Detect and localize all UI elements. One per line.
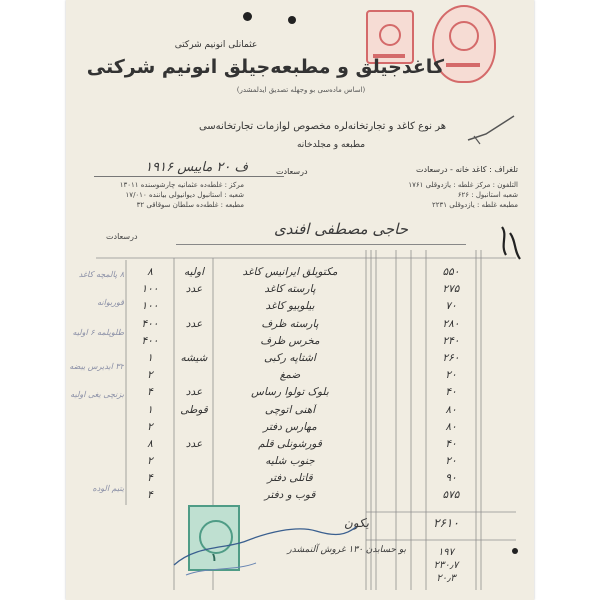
item-description: پارسته ظرف bbox=[261, 317, 319, 330]
tagline-2: مطبعه و مجلدخانه bbox=[296, 140, 366, 150]
line-item-row bbox=[66, 369, 534, 386]
telegraph-line: تلغراف : کاغد خانه - درسعادت bbox=[415, 165, 518, 174]
item-quantity: ۱۰۰ bbox=[141, 283, 159, 296]
tax-stamp-value: ۱ bbox=[210, 551, 218, 564]
line-item-row bbox=[66, 455, 534, 472]
item-unit: عدد bbox=[185, 437, 203, 450]
item-description: قورشونلی قلم bbox=[258, 437, 322, 450]
item-unit: عدد bbox=[185, 283, 203, 296]
item-quantity: ۴۰۰ bbox=[141, 334, 159, 347]
item-quantity: ۸ bbox=[147, 266, 153, 278]
item-description: آهنی اتوچی bbox=[264, 403, 316, 416]
item-description: مخرس ظرف bbox=[260, 334, 320, 347]
addressee-city: درسعادت bbox=[106, 232, 138, 241]
item-quantity: ۲ bbox=[147, 455, 153, 468]
footer-note: بو حسابدن ۱۳۰ غروش آلنمشدر bbox=[287, 545, 406, 555]
item-description: ضمغ bbox=[279, 369, 301, 382]
item-unit: اولیه bbox=[184, 266, 204, 278]
addressee-name: حاجی مصطفی افندی bbox=[273, 220, 409, 238]
item-quantity: ۱ bbox=[147, 403, 153, 416]
ink-dot bbox=[512, 548, 518, 554]
margin-note: یتیم الوده bbox=[92, 484, 124, 493]
line-item-row bbox=[66, 421, 534, 438]
invoice-paper bbox=[66, 0, 534, 600]
item-quantity: ۴۰۰ bbox=[141, 317, 159, 330]
ink-mark bbox=[496, 225, 526, 265]
item-amount: ۲۸۰ bbox=[442, 317, 460, 330]
address-line: مرکز : غلطه‌ده عثمانیه چارشوسنده ۱۳۰۱۱ bbox=[119, 181, 244, 189]
company-top-line: عثمانلی انونیم شرکتی bbox=[174, 40, 258, 50]
item-quantity: ۱۰۰ bbox=[141, 300, 159, 313]
item-amount: ۸۰ bbox=[445, 403, 457, 416]
phone-line: مطبعه غلطه : یازدوقلی ۲۲۳۱ bbox=[432, 201, 518, 209]
line-item-row bbox=[66, 352, 534, 369]
line-items bbox=[66, 266, 534, 507]
footer-line: ۱۹۷ bbox=[437, 547, 455, 558]
item-description: مکتوبلق ایرانیس کاغد bbox=[242, 266, 338, 278]
margin-note: بزنچی یغی اولیه bbox=[70, 390, 124, 399]
line-item-row bbox=[66, 283, 534, 300]
total-label: یکون bbox=[344, 516, 369, 530]
margin-note: قوربوانه bbox=[97, 298, 124, 307]
address-line: مطبعه : غلطه‌ده سلطان سوقاقی ۳۲ bbox=[136, 201, 244, 209]
handwritten-date: ف ۲۰ ماییس ۱۹۱۶ bbox=[145, 160, 248, 175]
margin-note: ۸ پالمچه کاغد bbox=[78, 270, 124, 279]
line-item-row bbox=[66, 438, 534, 455]
item-description: بیلوبیو کاغد bbox=[265, 300, 315, 313]
item-description: اشتاپه رکبی bbox=[264, 351, 316, 364]
item-unit: عدد bbox=[185, 317, 203, 330]
line-item-row bbox=[66, 266, 534, 283]
item-amount: ۸۰ bbox=[445, 420, 457, 433]
cancellation-scribble bbox=[166, 505, 366, 585]
item-quantity: ۸ bbox=[147, 437, 153, 450]
item-amount: ۴۰ bbox=[445, 386, 457, 399]
item-amount: ۲۶۰ bbox=[442, 351, 460, 364]
item-amount: ۹۰ bbox=[445, 472, 457, 485]
footer-totals bbox=[421, 546, 471, 585]
item-description: جنوب شلیه bbox=[265, 455, 315, 468]
line-item-row bbox=[66, 335, 534, 352]
item-amount: ۷۰ bbox=[445, 300, 457, 313]
company-name: کاغدجیلق و مطبعه‌جیلق انونیم شرکتی bbox=[86, 56, 444, 78]
margin-note: طلوپلمه ۶ اولیه bbox=[72, 328, 124, 337]
dersaadet-label: درسعادت bbox=[276, 167, 308, 176]
total-amount: ۲۶۱۰ bbox=[433, 516, 459, 530]
address-line: شعبه : استانبول دیوانیولی بیاننده ۱۷/۰۱۰ bbox=[125, 191, 244, 199]
footer-line: ۲۰٫۳ bbox=[436, 573, 456, 584]
item-unit: عدد bbox=[185, 386, 203, 399]
item-description: قوب و دفتر bbox=[264, 489, 316, 502]
item-amount: ۲۰ bbox=[445, 369, 457, 382]
item-description: پارسته کاغد bbox=[264, 283, 316, 296]
item-quantity: ۴ bbox=[147, 472, 153, 485]
item-quantity: ۴ bbox=[147, 489, 153, 502]
item-amount: ۵۵۰ bbox=[442, 266, 460, 278]
line-item-row bbox=[66, 300, 534, 317]
margin-note: ۳۲ ایدیرس ییضه bbox=[69, 362, 124, 371]
item-description: قاتلی دفتر bbox=[267, 472, 313, 485]
phone-line: شعبه استانبول : ۶۲۶ bbox=[457, 191, 518, 199]
item-quantity: ۱ bbox=[147, 351, 153, 364]
item-description: مهارس دفتر bbox=[263, 420, 317, 433]
item-amount: ۲۴۰ bbox=[442, 334, 460, 347]
item-amount: ۴۰ bbox=[445, 437, 457, 450]
line-item-row bbox=[66, 472, 534, 489]
footer-line: ۲۳۰٫۷ bbox=[433, 560, 459, 571]
tagline: هر نوع کاغد و تجارتخانه‌لره مخصوص لوازمات تجارتخانه‌سی bbox=[198, 121, 446, 132]
item-amount: ۲۰ bbox=[445, 455, 457, 468]
company-subtitle: (اساس ماده‌سی بو وجهله تصدیق ایدلمشدر) bbox=[236, 86, 366, 94]
line-item-row bbox=[66, 318, 534, 335]
item-description: بلوک تولوا رساس bbox=[251, 386, 329, 399]
item-unit: شیشه bbox=[180, 351, 208, 364]
phone-line: التلفون : مرکز غلطه : یازدوقلی ۱۷۶۱ bbox=[408, 181, 518, 189]
item-quantity: ۲ bbox=[147, 369, 153, 382]
item-amount: ۲۷۵ bbox=[442, 283, 460, 296]
item-amount: ۵۷۵ bbox=[442, 489, 460, 502]
line-item-row bbox=[66, 404, 534, 421]
line-item-row bbox=[66, 386, 534, 403]
item-unit: قوطی bbox=[180, 403, 208, 416]
item-quantity: ۴ bbox=[147, 386, 153, 399]
item-quantity: ۲ bbox=[147, 420, 153, 433]
